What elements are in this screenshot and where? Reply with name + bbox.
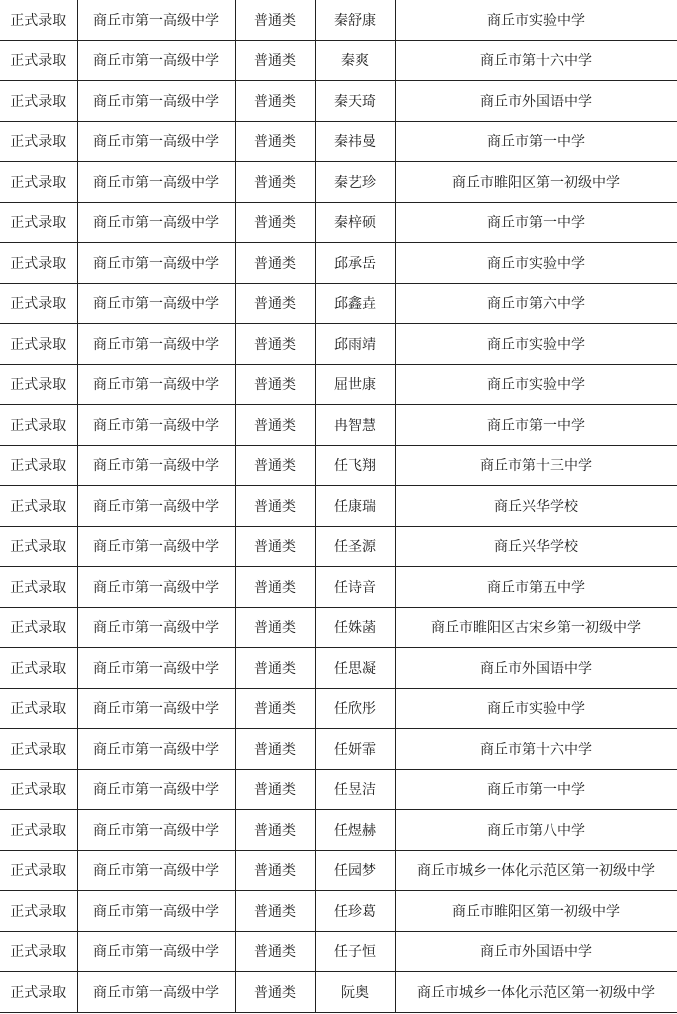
table-row bbox=[0, 729, 677, 770]
admission-status-cell: 正式录取 bbox=[0, 81, 77, 122]
category-cell: 普通类 bbox=[235, 567, 315, 608]
table-row bbox=[0, 40, 677, 81]
origin-school-cell: 商丘市睢阳区第一初级中学 bbox=[395, 891, 677, 932]
student-name-cell: 邱承岳 bbox=[315, 243, 395, 284]
admission-status-cell: 正式录取 bbox=[0, 891, 77, 932]
table-row bbox=[0, 202, 677, 243]
category-cell: 普通类 bbox=[235, 283, 315, 324]
student-name-cell: 冉智慧 bbox=[315, 405, 395, 446]
admission-status-cell: 正式录取 bbox=[0, 445, 77, 486]
admission-status-cell: 正式录取 bbox=[0, 324, 77, 365]
origin-school-cell: 商丘市城乡一体化示范区第一初级中学 bbox=[395, 850, 677, 891]
table-row bbox=[0, 283, 677, 324]
admission-status-cell: 正式录取 bbox=[0, 850, 77, 891]
table-row bbox=[0, 405, 677, 446]
origin-school-cell: 商丘兴华学校 bbox=[395, 526, 677, 567]
admitting-school-cell: 商丘市第一高级中学 bbox=[77, 648, 235, 689]
admission-status-cell: 正式录取 bbox=[0, 567, 77, 608]
table-row bbox=[0, 769, 677, 810]
admitting-school-cell: 商丘市第一高级中学 bbox=[77, 40, 235, 81]
admission-status-cell: 正式录取 bbox=[0, 162, 77, 203]
admission-status-cell: 正式录取 bbox=[0, 729, 77, 770]
origin-school-cell: 商丘市实验中学 bbox=[395, 688, 677, 729]
category-cell: 普通类 bbox=[235, 162, 315, 203]
student-name-cell: 任妍霏 bbox=[315, 729, 395, 770]
admitting-school-cell: 商丘市第一高级中学 bbox=[77, 162, 235, 203]
student-name-cell: 阮奥 bbox=[315, 972, 395, 1013]
student-name-cell: 任诗音 bbox=[315, 567, 395, 608]
origin-school-cell: 商丘市睢阳区古宋乡第一初级中学 bbox=[395, 607, 677, 648]
admitting-school-cell: 商丘市第一高级中学 bbox=[77, 486, 235, 527]
category-cell: 普通类 bbox=[235, 364, 315, 405]
table-row bbox=[0, 324, 677, 365]
student-name-cell: 秦天琦 bbox=[315, 81, 395, 122]
category-cell: 普通类 bbox=[235, 526, 315, 567]
category-cell: 普通类 bbox=[235, 445, 315, 486]
origin-school-cell: 商丘市第八中学 bbox=[395, 810, 677, 851]
admission-status-cell: 正式录取 bbox=[0, 486, 77, 527]
table-row bbox=[0, 972, 677, 1013]
admitting-school-cell: 商丘市第一高级中学 bbox=[77, 445, 235, 486]
origin-school-cell: 商丘市实验中学 bbox=[395, 324, 677, 365]
admission-status-cell: 正式录取 bbox=[0, 202, 77, 243]
admission-status-cell: 正式录取 bbox=[0, 931, 77, 972]
admitting-school-cell: 商丘市第一高级中学 bbox=[77, 81, 235, 122]
origin-school-cell: 商丘市第一中学 bbox=[395, 405, 677, 446]
admitting-school-cell: 商丘市第一高级中学 bbox=[77, 850, 235, 891]
student-name-cell: 任珍葛 bbox=[315, 891, 395, 932]
admitting-school-cell: 商丘市第一高级中学 bbox=[77, 324, 235, 365]
category-cell: 普通类 bbox=[235, 931, 315, 972]
category-cell: 普通类 bbox=[235, 324, 315, 365]
student-name-cell: 秦梓硕 bbox=[315, 202, 395, 243]
origin-school-cell: 商丘市实验中学 bbox=[395, 364, 677, 405]
origin-school-cell: 商丘市睢阳区第一初级中学 bbox=[395, 162, 677, 203]
student-name-cell: 任飞翔 bbox=[315, 445, 395, 486]
student-name-cell: 任子恒 bbox=[315, 931, 395, 972]
origin-school-cell: 商丘市第五中学 bbox=[395, 567, 677, 608]
admitting-school-cell: 商丘市第一高级中学 bbox=[77, 931, 235, 972]
origin-school-cell: 商丘市第六中学 bbox=[395, 283, 677, 324]
admitting-school-cell: 商丘市第一高级中学 bbox=[77, 202, 235, 243]
category-cell: 普通类 bbox=[235, 891, 315, 932]
admitting-school-cell: 商丘市第一高级中学 bbox=[77, 972, 235, 1013]
student-name-cell: 秦祎曼 bbox=[315, 121, 395, 162]
admitting-school-cell: 商丘市第一高级中学 bbox=[77, 729, 235, 770]
table-row bbox=[0, 850, 677, 891]
category-cell: 普通类 bbox=[235, 243, 315, 284]
admission-status-cell: 正式录取 bbox=[0, 526, 77, 567]
student-name-cell: 任姝菡 bbox=[315, 607, 395, 648]
origin-school-cell: 商丘市城乡一体化示范区第一初级中学 bbox=[395, 972, 677, 1013]
table-row bbox=[0, 0, 677, 40]
admission-status-cell: 正式录取 bbox=[0, 364, 77, 405]
admission-status-cell: 正式录取 bbox=[0, 769, 77, 810]
table-row bbox=[0, 162, 677, 203]
table-row bbox=[0, 81, 677, 122]
category-cell: 普通类 bbox=[235, 405, 315, 446]
table-row bbox=[0, 931, 677, 972]
student-name-cell: 任康瑞 bbox=[315, 486, 395, 527]
table-row bbox=[0, 486, 677, 527]
origin-school-cell: 商丘市外国语中学 bbox=[395, 931, 677, 972]
origin-school-cell: 商丘市第十三中学 bbox=[395, 445, 677, 486]
category-cell: 普通类 bbox=[235, 769, 315, 810]
category-cell: 普通类 bbox=[235, 810, 315, 851]
admission-status-cell: 正式录取 bbox=[0, 243, 77, 284]
category-cell: 普通类 bbox=[235, 0, 315, 40]
admitting-school-cell: 商丘市第一高级中学 bbox=[77, 283, 235, 324]
category-cell: 普通类 bbox=[235, 202, 315, 243]
origin-school-cell: 商丘市第一中学 bbox=[395, 121, 677, 162]
admitting-school-cell: 商丘市第一高级中学 bbox=[77, 891, 235, 932]
admitting-school-cell: 商丘市第一高级中学 bbox=[77, 769, 235, 810]
category-cell: 普通类 bbox=[235, 486, 315, 527]
admitting-school-cell: 商丘市第一高级中学 bbox=[77, 243, 235, 284]
origin-school-cell: 商丘市第一中学 bbox=[395, 202, 677, 243]
admission-status-cell: 正式录取 bbox=[0, 648, 77, 689]
origin-school-cell: 商丘市外国语中学 bbox=[395, 81, 677, 122]
category-cell: 普通类 bbox=[235, 40, 315, 81]
category-cell: 普通类 bbox=[235, 972, 315, 1013]
admission-status-cell: 正式录取 bbox=[0, 283, 77, 324]
student-name-cell: 邱雨靖 bbox=[315, 324, 395, 365]
student-name-cell: 任欣彤 bbox=[315, 688, 395, 729]
admitting-school-cell: 商丘市第一高级中学 bbox=[77, 567, 235, 608]
admitting-school-cell: 商丘市第一高级中学 bbox=[77, 121, 235, 162]
admitting-school-cell: 商丘市第一高级中学 bbox=[77, 688, 235, 729]
category-cell: 普通类 bbox=[235, 648, 315, 689]
admitting-school-cell: 商丘市第一高级中学 bbox=[77, 364, 235, 405]
table-row bbox=[0, 891, 677, 932]
origin-school-cell: 商丘市第一中学 bbox=[395, 769, 677, 810]
origin-school-cell: 商丘市外国语中学 bbox=[395, 648, 677, 689]
student-name-cell: 任园梦 bbox=[315, 850, 395, 891]
table-row bbox=[0, 243, 677, 284]
student-name-cell: 邱鑫垚 bbox=[315, 283, 395, 324]
category-cell: 普通类 bbox=[235, 729, 315, 770]
category-cell: 普通类 bbox=[235, 121, 315, 162]
origin-school-cell: 商丘市实验中学 bbox=[395, 243, 677, 284]
student-name-cell: 秦爽 bbox=[315, 40, 395, 81]
table-row bbox=[0, 810, 677, 851]
student-name-cell: 任圣源 bbox=[315, 526, 395, 567]
category-cell: 普通类 bbox=[235, 850, 315, 891]
admission-status-cell: 正式录取 bbox=[0, 810, 77, 851]
category-cell: 普通类 bbox=[235, 688, 315, 729]
origin-school-cell: 商丘市实验中学 bbox=[395, 0, 677, 40]
category-cell: 普通类 bbox=[235, 607, 315, 648]
table-row bbox=[0, 121, 677, 162]
admitting-school-cell: 商丘市第一高级中学 bbox=[77, 526, 235, 567]
table-row bbox=[0, 526, 677, 567]
student-name-cell: 屈世康 bbox=[315, 364, 395, 405]
table-row bbox=[0, 688, 677, 729]
admitting-school-cell: 商丘市第一高级中学 bbox=[77, 607, 235, 648]
admission-status-cell: 正式录取 bbox=[0, 688, 77, 729]
origin-school-cell: 商丘市第十六中学 bbox=[395, 40, 677, 81]
table-row bbox=[0, 567, 677, 608]
student-name-cell: 秦艺珍 bbox=[315, 162, 395, 203]
admission-status-cell: 正式录取 bbox=[0, 972, 77, 1013]
admitting-school-cell: 商丘市第一高级中学 bbox=[77, 405, 235, 446]
admission-status-cell: 正式录取 bbox=[0, 405, 77, 446]
admitting-school-cell: 商丘市第一高级中学 bbox=[77, 810, 235, 851]
student-name-cell: 秦舒康 bbox=[315, 0, 395, 40]
origin-school-cell: 商丘市第十六中学 bbox=[395, 729, 677, 770]
origin-school-cell: 商丘兴华学校 bbox=[395, 486, 677, 527]
category-cell: 普通类 bbox=[235, 81, 315, 122]
table-row bbox=[0, 364, 677, 405]
admission-status-cell: 正式录取 bbox=[0, 121, 77, 162]
admitting-school-cell: 商丘市第一高级中学 bbox=[77, 0, 235, 40]
student-name-cell: 任思凝 bbox=[315, 648, 395, 689]
table-row bbox=[0, 648, 677, 689]
student-name-cell: 任煜赫 bbox=[315, 810, 395, 851]
table-row bbox=[0, 445, 677, 486]
admission-status-cell: 正式录取 bbox=[0, 0, 77, 40]
table-row bbox=[0, 607, 677, 648]
student-name-cell: 任昱洁 bbox=[315, 769, 395, 810]
admission-status-cell: 正式录取 bbox=[0, 40, 77, 81]
admission-status-cell: 正式录取 bbox=[0, 607, 77, 648]
